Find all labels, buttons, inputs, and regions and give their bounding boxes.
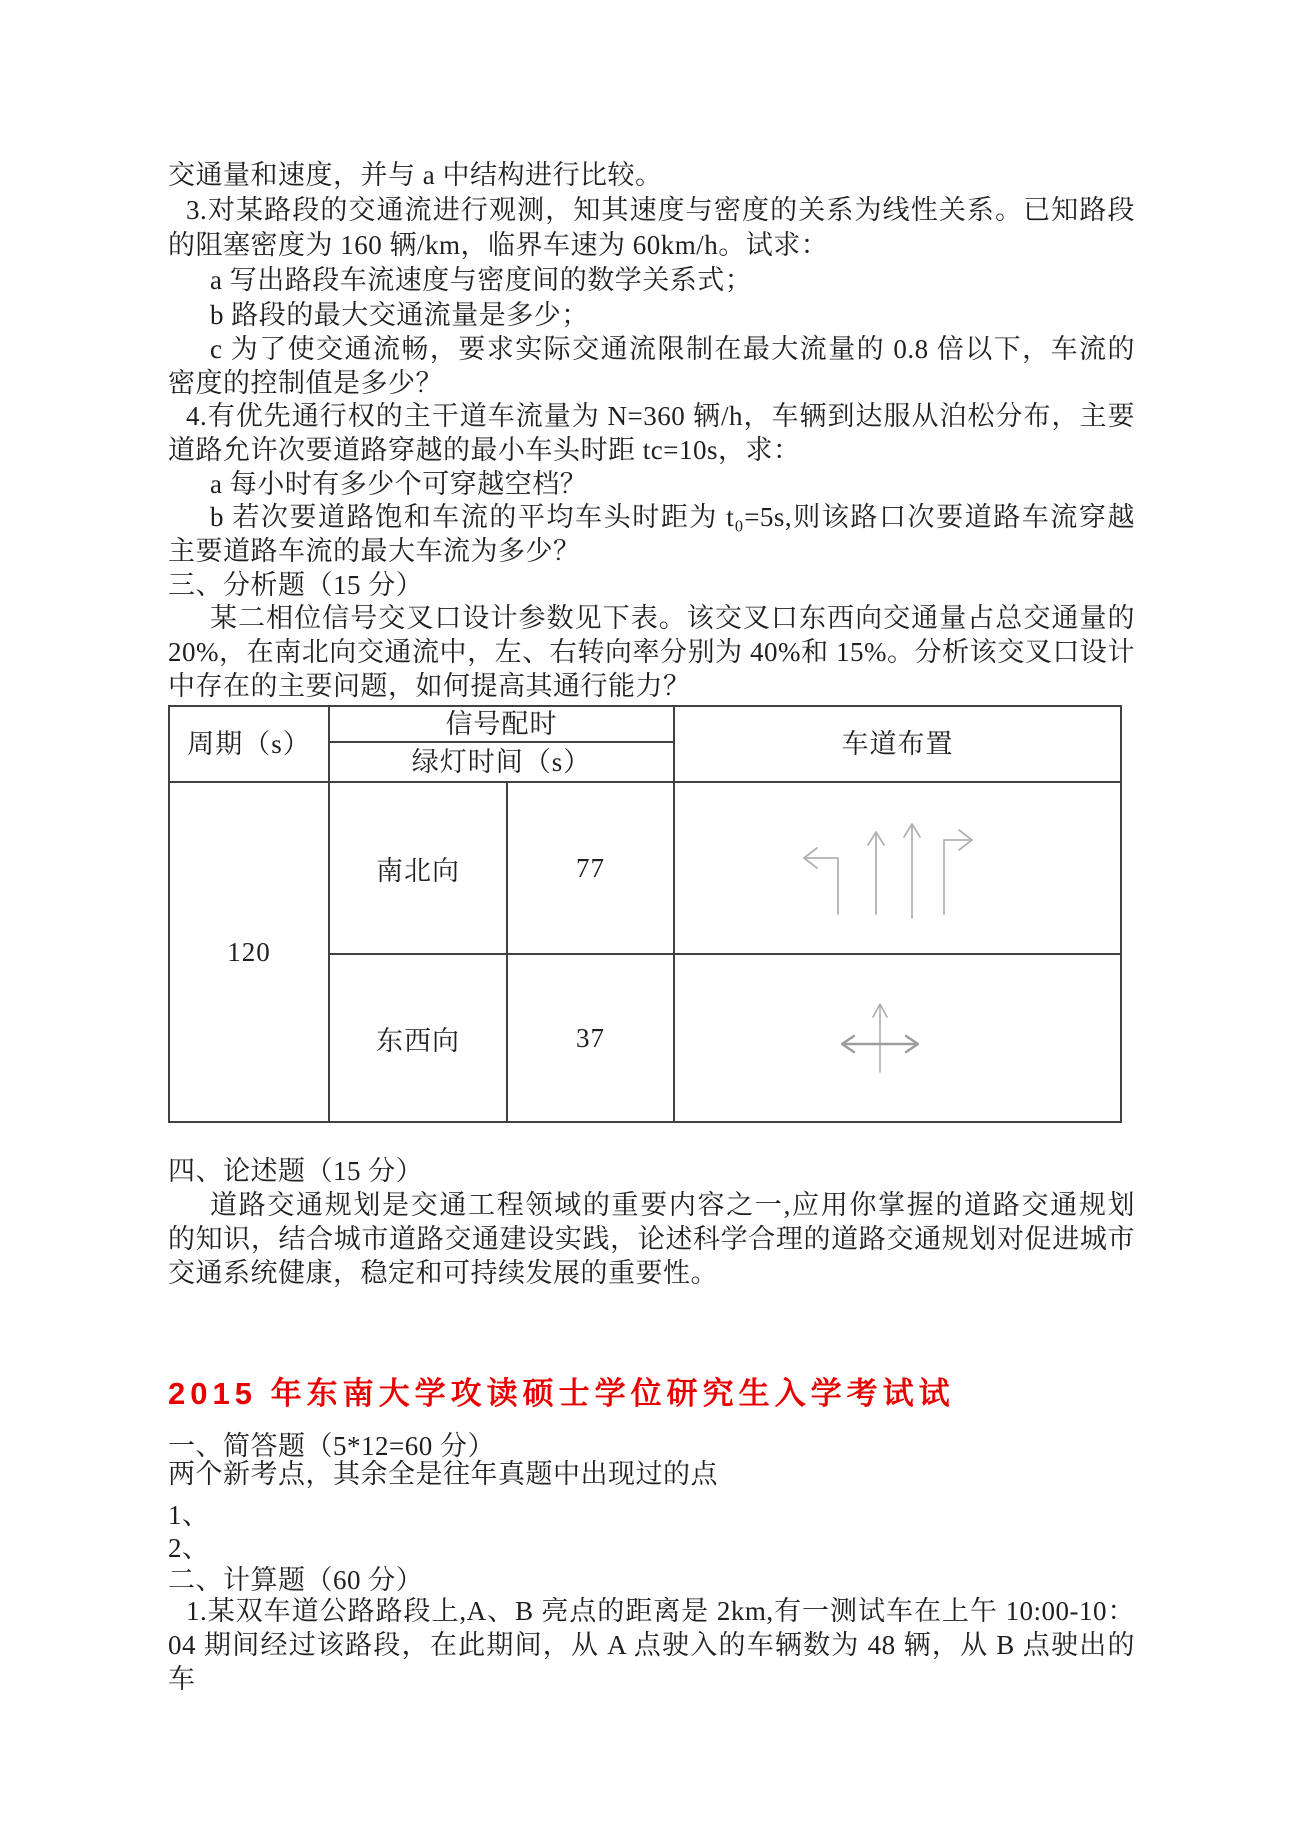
- lane-arrows-north-south-icon: [786, 812, 986, 924]
- text-line: 3.对某路段的交通流进行观测，知其速度与密度的关系为线性关系。已知路段: [186, 195, 1135, 225]
- table-cell-lane-layout: [674, 782, 1121, 954]
- text-line: 的知识，结合城市道路交通建设实践，论述科学合理的道路交通规划对促进城市: [168, 1224, 1135, 1254]
- text-line: c 为了使交通流畅，要求实际交通流限制在最大流量的 0.8 倍以下，车流的: [210, 334, 1135, 364]
- text-line: b 路段的最大交通流量是多少；: [210, 300, 589, 330]
- text-line: 1.某双车道公路路段上,A、B 亮点的距离是 2km,有一测试车在上午 10:00-10：: [186, 1596, 1135, 1626]
- table-cell-green-value: 37: [507, 954, 674, 1122]
- text-line: a 写出路段车流速度与密度间的数学关系式；: [210, 265, 753, 295]
- table-header-signal-timing: 信号配时: [329, 706, 674, 742]
- text-line: 道路允许次要道路穿越的最小车头时距 tc=10s，求：: [168, 435, 801, 465]
- section-heading: 一、简答题（5*12=60 分）: [168, 1431, 495, 1461]
- table-cell-lane-layout: [674, 954, 1121, 1122]
- text-line: 道路交通规划是交通工程领域的重要内容之一,应用你掌握的道路交通规划: [210, 1190, 1135, 1220]
- section-heading: 三、分析题（15 分）: [168, 570, 424, 600]
- list-item: 1、: [168, 1500, 210, 1530]
- text-line: 交通量和速度，并与 a 中结构进行比较。: [168, 160, 663, 190]
- table-header-cycle: 周期（s）: [169, 706, 329, 782]
- text-line: 20%，在南北向交通流中，左、右转向率分别为 40%和 15%。分析该交叉口设计: [168, 637, 1135, 667]
- table-cell-direction: 东西向: [329, 954, 507, 1122]
- section-heading: 二、计算题（60 分）: [168, 1565, 424, 1595]
- exam-title-2015: 2015 年东南大学攻读硕士学位研究生入学考试试: [168, 1376, 955, 1411]
- list-item: 2、: [168, 1533, 210, 1563]
- text-line: 的阻塞密度为 160 辆/km，临界车速为 60km/h。试求：: [168, 230, 829, 260]
- text-line: b 若次要道路饱和车流的平均车头时距为 t₀=5s,则该路口次要道路车流穿越: [210, 502, 1135, 532]
- text-line: 4.有优先通行权的主干道车流量为 N=360 辆/h，车辆到达服从泊松分布，主要: [186, 401, 1135, 431]
- text-line: a 每小时有多少个可穿越空档？: [210, 469, 588, 499]
- table-header-green-time: 绿灯时间（s）: [329, 742, 674, 782]
- text-line: 主要道路车流的最大车流为多少？: [168, 536, 581, 566]
- text-line: 密度的控制值是多少？: [168, 368, 443, 398]
- text-line: 交通系统健康，稳定和可持续发展的重要性。: [168, 1258, 718, 1288]
- section-heading: 四、论述题（15 分）: [168, 1156, 424, 1186]
- text-line: 两个新考点，其余全是往年真题中出现过的点: [168, 1459, 718, 1489]
- signal-parameter-table: [168, 705, 1122, 1123]
- table-cell-direction: 南北向: [329, 782, 507, 954]
- table-header-lane-layout: 车道布置: [674, 706, 1121, 782]
- table-cell-cycle-value: 120: [169, 782, 329, 1122]
- lane-arrows-east-west-icon: [832, 996, 928, 1080]
- table-cell-green-value: 77: [507, 782, 674, 954]
- text-line: 某二相位信号交叉口设计参数见下表。该交叉口东西向交通量占总交通量的: [210, 603, 1135, 633]
- text-line: 中存在的主要问题，如何提高其通行能力？: [168, 671, 691, 701]
- text-line: 04 期间经过该路段，在此期间，从 A 点驶入的车辆数为 48 辆，从 B 点驶出的车: [168, 1630, 1135, 1694]
